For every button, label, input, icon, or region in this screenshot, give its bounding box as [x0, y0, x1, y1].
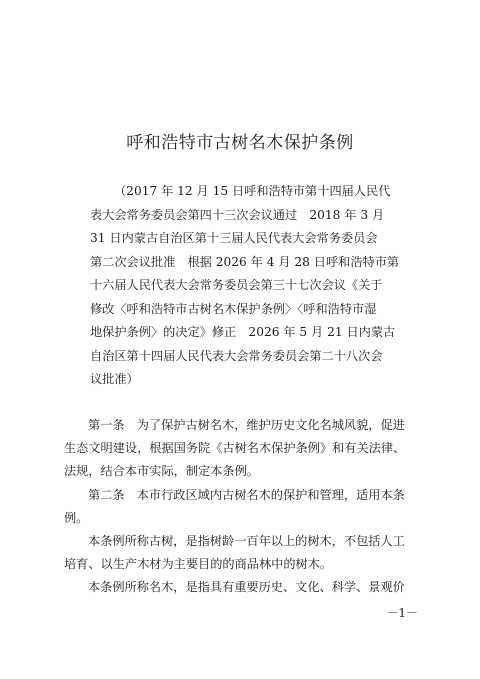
ancient-tree-definition-line: 本条例所称古树，是指树龄一百年以上的树木，不包括人工 — [88, 534, 405, 549]
preamble-line: 31 日内蒙古自治区第十三届人民代表大会常务委员会 — [90, 231, 378, 245]
article-1-line: 法规，结合本市实际，制定本条例。 — [64, 464, 259, 479]
article-2-line: 例。 — [64, 510, 89, 525]
article-1-line: 生态文明建设，根据国务院《古树名木保护条例》和有关法律、 — [64, 441, 406, 456]
preamble-line: 修改〈呼和浩特市古树名木保护条例〉〈呼和浩特市湿 — [90, 301, 377, 316]
body-text — [64, 414, 424, 600]
preamble-line: 表大会常务委员会第四十三次会议通过 2018 年 3 月 — [90, 207, 385, 222]
preamble — [90, 180, 410, 392]
ancient-tree-definition-line: 培育、以生产木材为主要目的的商品林中的树木。 — [64, 557, 333, 572]
preamble-line: 自治区第十四届人民代表大会常务委员会第二十八次会 — [90, 348, 383, 363]
article-2-line: 第二条 本市行政区域内古树名木的保护和管理，适用本条 — [88, 487, 405, 502]
preamble-line: （2017 年 12 月 15 日呼和浩特市第十四届人民代 — [114, 184, 391, 198]
preamble-line: 议批准） — [90, 372, 139, 386]
famous-tree-definition-line: 本条例所称名木，是指具有重要历史、文化、科学、景观价 — [88, 580, 405, 595]
preamble-line: 地保护条例〉的决定》修正 2026 年 5 月 21 日内蒙古 — [90, 325, 396, 339]
preamble-line: 第二次会议批准 根据 2026 年 4 月 28 日呼和浩特市第 — [90, 254, 400, 269]
document-title: 呼和浩特市古树名木保护条例 — [126, 133, 354, 153]
article-1-line: 第一条 为了保护古树名木，维护历史文化名城风貌，促进 — [88, 418, 405, 432]
page-number: －1－ — [386, 606, 418, 620]
preamble-line: 十六届人民代表大会常务委员会第三十七次会议《关于 — [90, 278, 383, 292]
